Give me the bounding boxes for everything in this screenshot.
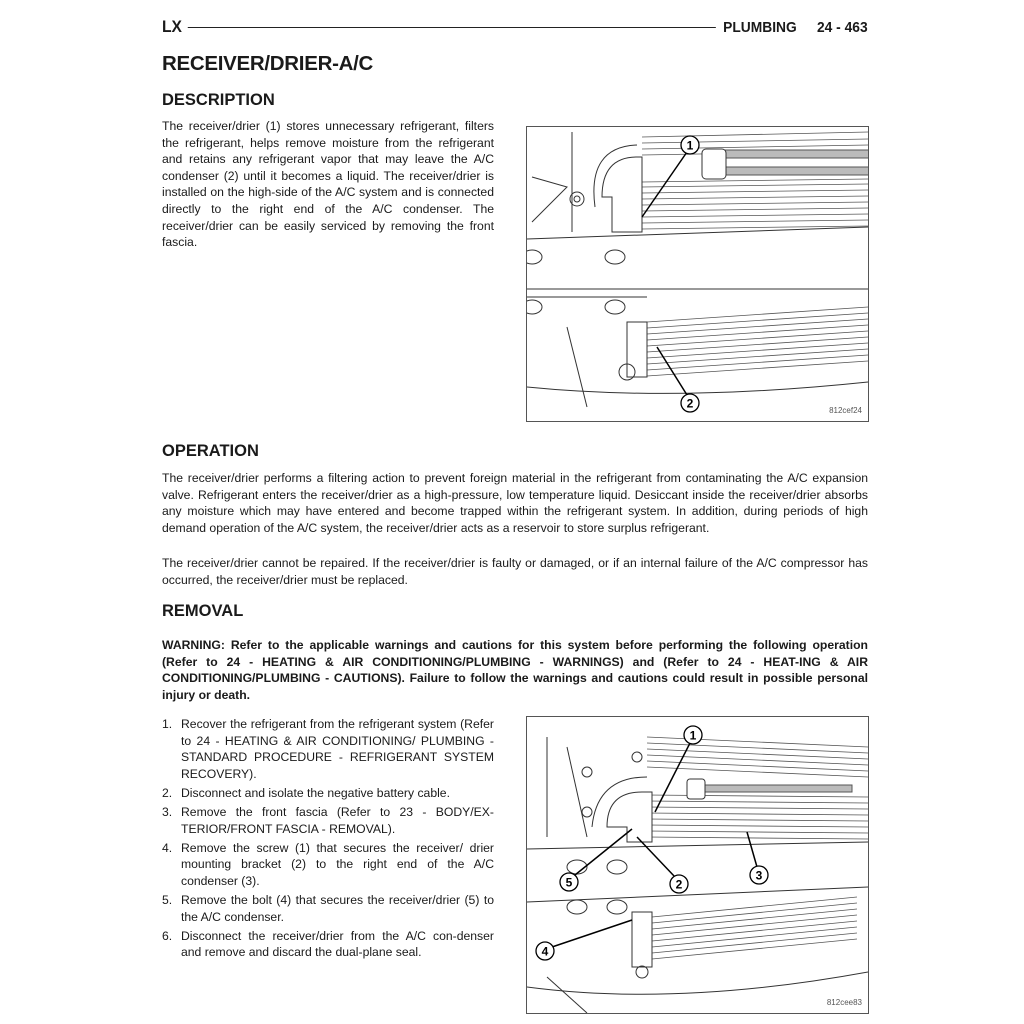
step-text: Remove the screw (1) that secures the receiver/ drier mounting bracket (2) to the right end of the A/C condenser (3). <box>181 840 494 888</box>
operation-paragraph-2: The receiver/drier cannot be repaired. If the receiver/drier is faulty or damaged, or if an internal failure of the A/C compressor has occurred, the receiver/drier must be replaced. <box>162 556 868 587</box>
svg-text:5: 5 <box>565 875 573 890</box>
svg-text:3: 3 <box>755 868 763 883</box>
callout-3 <box>747 832 768 884</box>
step-item <box>162 840 494 890</box>
manual-code: LX <box>162 17 182 36</box>
step-number: 1. <box>162 717 173 731</box>
page-header <box>162 17 868 37</box>
header-rule <box>188 27 716 28</box>
figure-id: 812cef24 <box>829 406 862 415</box>
step-number: 5. <box>162 892 173 907</box>
svg-text:2: 2 <box>686 396 694 411</box>
step-text: Recover the refrigerant from the refrigerant system (Refer to 24 - HEATING & AIR CONDITIONING/ PLUMBING - STANDARD PROCEDURE - REFRIGERANT SYSTEM RECOVERY). <box>181 717 494 781</box>
step-text: Remove the front fascia (Refer to 23 - BODY/EX-TERIOR/FRONT FASCIA - REMOVAL). <box>181 804 494 836</box>
step-item <box>162 892 494 925</box>
receiver-drier-location-figure <box>526 126 869 422</box>
callout-4 <box>536 920 632 960</box>
receiver-drier-removal-figure <box>526 716 869 1014</box>
step-text: Disconnect the receiver/drier from the A/C con-denser and remove and discard the dual-plane seal. <box>181 928 494 960</box>
description-text: The receiver/drier (1) stores unnecessary refrigerant, filters the refrigerant, helps remove moisture from the refrigerant and retains any refrigerant vapor that may leave the A/C condenser (2) until it becomes a liquid. The receiver/drier is installed on the high-side of the A/C system and is connected directly to the right end of the A/C condenser. The receiver/drier can be easily serviced by removing the front fascia. <box>162 119 494 250</box>
step-item <box>162 716 494 782</box>
section-name: PLUMBING <box>723 18 797 36</box>
svg-text:1: 1 <box>689 728 697 743</box>
step-text: Disconnect and isolate the negative battery cable. <box>181 785 450 800</box>
step-number: 2. <box>162 785 173 800</box>
step-item <box>162 928 494 961</box>
removal-steps <box>162 716 494 963</box>
step-number: 6. <box>162 928 173 943</box>
operation-paragraph-1: The receiver/drier performs a filtering action to prevent foreign material in the refrigerant from contaminating the A/C expansion valve. Refrigerant enters the receiver/drier as a high-pressure, low temperature liquid. Desiccant inside the receiver/drier absorbs any moisture which may have entered and become trapped within the refrigerant system. In addition, during periods of high demand operation of the A/C system, the receiver/drier acts as a reservoir to store surplus refrigerant. <box>162 471 868 535</box>
callout-2 <box>657 347 699 412</box>
removal-illustration <box>527 717 868 1013</box>
removal-heading: REMOVAL <box>162 602 244 620</box>
callout-5 <box>560 829 632 891</box>
svg-text:2: 2 <box>675 877 683 892</box>
removal-warning: WARNING: Refer to the applicable warnings and cautions for this system before performing the following operation (Refer to 24 - HEATING & AIR CONDITIONING/PLUMBING - WARNINGS) and (Refer to 24 - HEAT-ING & AIR CONDITIONING/PLUMBING - CAUTIONS). Failure to follow the warnings and cautions could result in possible personal injury or death. <box>162 638 868 702</box>
page-title: RECEIVER/DRIER-A/C <box>162 52 374 75</box>
svg-text:1: 1 <box>686 138 694 153</box>
step-item <box>162 785 494 802</box>
step-number: 3. <box>162 804 173 819</box>
description-heading: DESCRIPTION <box>162 91 275 109</box>
figure-id: 812cee83 <box>826 998 862 1007</box>
step-item <box>162 804 494 837</box>
step-number: 4. <box>162 840 173 855</box>
svg-text:4: 4 <box>541 944 549 959</box>
step-text: Remove the bolt (4) that secures the receiver/drier (5) to the A/C condenser. <box>181 892 494 924</box>
page-number: 24 - 463 <box>816 18 868 36</box>
operation-heading: OPERATION <box>162 442 259 460</box>
condenser-illustration <box>527 127 868 421</box>
